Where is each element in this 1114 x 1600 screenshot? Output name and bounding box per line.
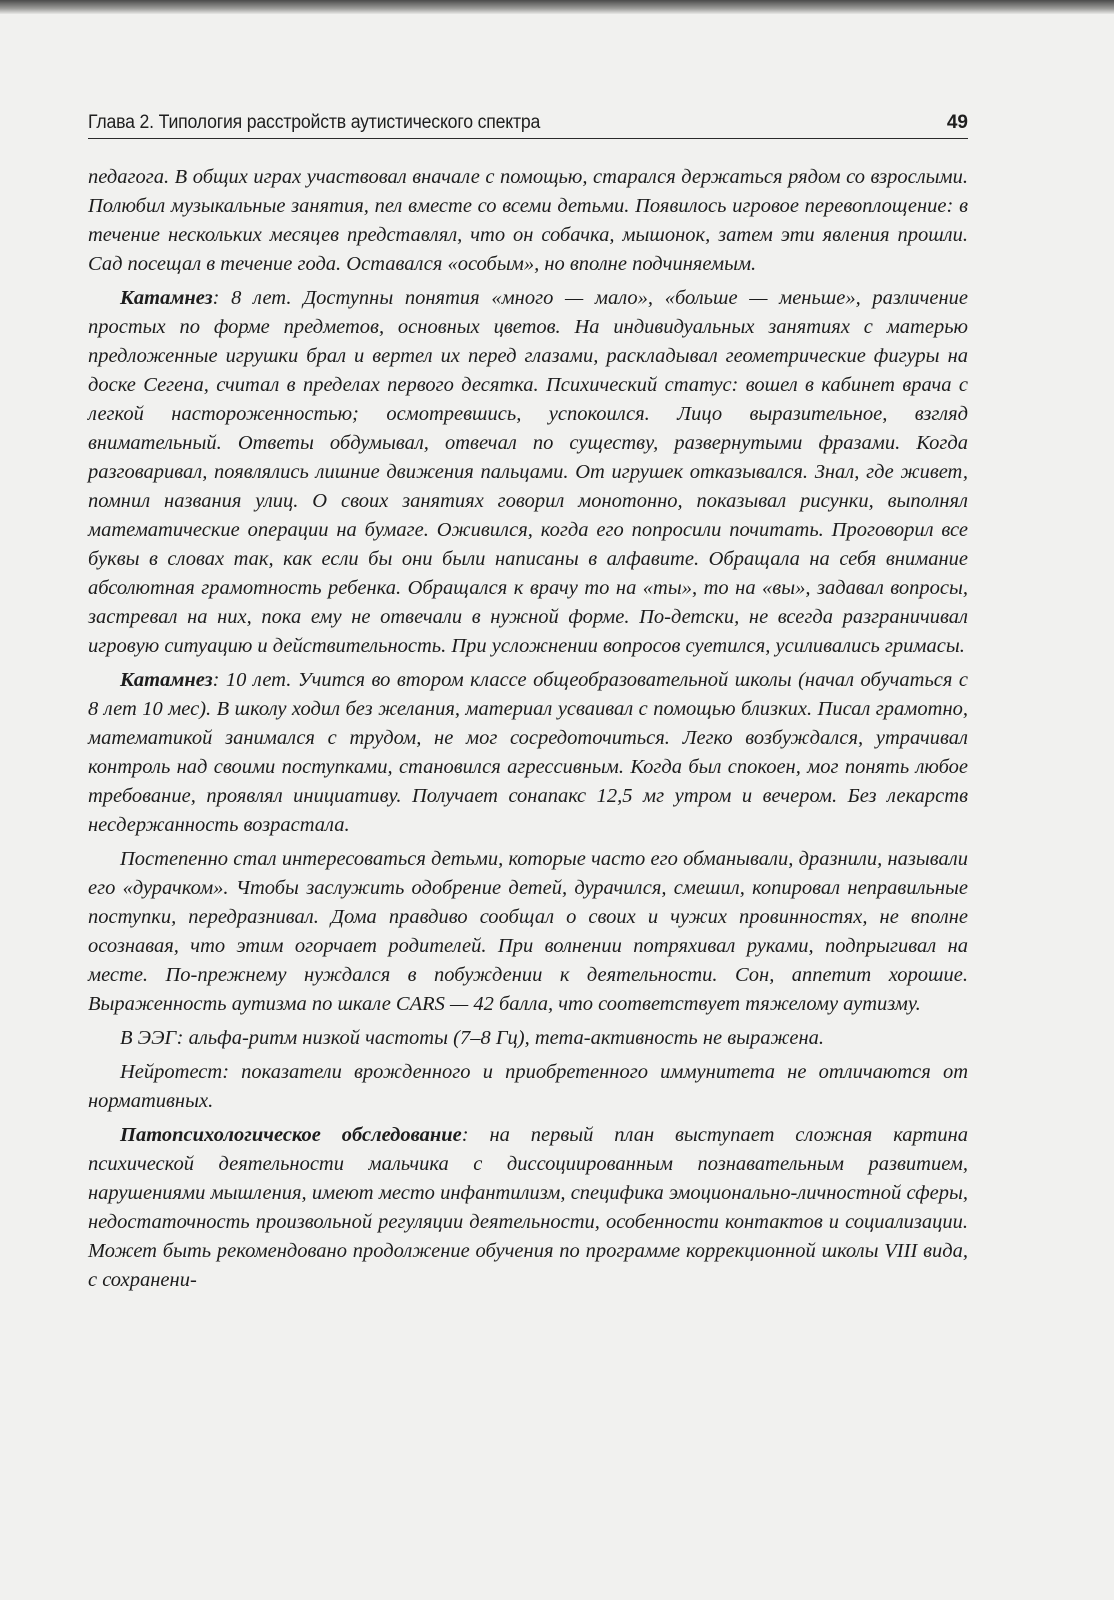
paragraph-3 xyxy=(88,666,968,840)
paragraph-text: педагога. В общих играх участвовал вначале с помощью, старался держаться рядом со взрослыми. Полюбил музыкальные занятия, пел вместе со всеми детьми. Появилось игровое перевоплощение: в течение нескольких месяцев представлял, что он собачка, мышонок, затем эти явления прошли. Сад посещал в течение года. Оставался «особым», но вполне подчиняемым. xyxy=(88,166,968,275)
book-page xyxy=(88,112,968,1300)
paragraph-1 xyxy=(88,163,968,279)
paragraph-text: : 8 лет. Доступны понятия «много — мало», «больше — меньше», различение простых по форме предметов, основных цветов. На индивидуальных занятиях с матерью предложенные игрушки брал и вертел их перед глазами, раскладывал геометрические фигуры на доске Сегена, считал в пределах первого десятка. Психический статус: вошел в кабинет врача с легкой настороженностью; осмотревшись, успокоился. Лицо выразительное, взгляд внимательный. Ответы обдумывал, отвечал по существу, развернутыми фразами. Когда разговаривал, появлялись лишние движения пальцами. От игрушек отказывался. Знал, где живет, помнил названия улиц. О своих занятиях говорил монотонно, показывал рисунки, выполнял математические операции на бумаге. Оживился, когда его попросили почитать. Проговорил все буквы в словах так, как если бы они были написаны в алфавите. Обращала на себя внимание абсолютная грамотность ребенка. Обращался к врачу то на «ты», то на «вы», задавал вопросы, застревал на них, пока ему не отвечали в нужной форме. По-детски, не всегда разграничивал игровую ситуацию и действительность. При усложнении вопросов суетился, усиливались гримасы. xyxy=(88,287,968,657)
paragraph-2 xyxy=(88,284,968,661)
paragraph-text: В ЭЭГ: альфа-ритм низкой частоты (7–8 Гц), тета-активность не выражена. xyxy=(120,1027,824,1049)
paragraph-lead: Катамнез xyxy=(120,287,213,309)
scan-top-edge xyxy=(0,0,1114,14)
paragraph-text: Постепенно стал интересоваться детьми, которые часто его обманывали, дразнили, называли его «дурачком». Чтобы заслужить одобрение детей, дурачился, смешил, копировал неправильные поступки, передразнивал. Дома правдиво сообщал о своих и чужих провинностях, не вполне осознавая, что этим огорчает родителей. При волнении потряхивал руками, подпрыгивал на месте. По-прежнему нуждался в побуждении к деятельности. Сон, аппетит хорошие. Выраженность аутизма по шкале CARS — 42 балла, что соответствует тяжелому аутизму. xyxy=(88,848,968,1015)
chapter-title: Глава 2. Типология расстройств аутистического спектра xyxy=(88,112,541,133)
paragraph-7 xyxy=(88,1121,968,1295)
page-number: 49 xyxy=(946,112,968,133)
paragraph-text: Нейротест: показатели врожденного и приобретенного иммунитета не отличаются от нормативных. xyxy=(88,1061,968,1112)
paragraph-text: : 10 лет. Учится во втором классе общеобразовательной школы (начал обучаться с 8 лет 10 мес). В школу ходил без желания, материал усваивал с помощью близких. Писал грамотно, математикой занимался с трудом, не мог сосредоточиться. Легко возбуждался, утрачивал контроль над своими поступками, становился агрессивным. Когда был спокоен, мог понять любое требование, проявлял инициативу. Получает сонапакс 12,5 мг утром и вечером. Без лекарств несдержанность возрастала. xyxy=(88,669,968,836)
paragraph-text: : на первый план выступает сложная картина психической деятельности мальчика с диссоциированным познавательным развитием, нарушениями мышления, имеют место инфантилизм, специфика эмоционально-личностной сферы, недостаточность произвольной регуляции деятельности, особенности контактов и социализации. Может быть рекомендовано продолжение обучения по программе коррекционной школы VIII вида, с сохранени- xyxy=(88,1124,969,1291)
paragraph-lead: Патопсихологическое обследование xyxy=(120,1124,462,1146)
body-text xyxy=(88,163,968,1295)
paragraph-lead: Катамнез xyxy=(120,669,213,691)
running-header xyxy=(88,112,968,139)
paragraph-5 xyxy=(88,1024,968,1053)
paragraph-6 xyxy=(88,1058,968,1116)
paragraph-4 xyxy=(88,845,968,1019)
